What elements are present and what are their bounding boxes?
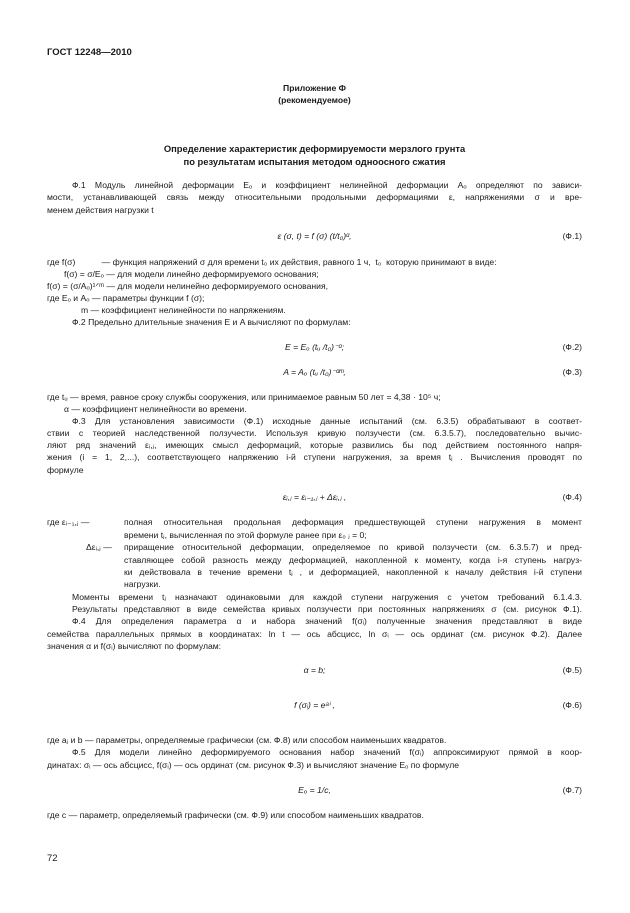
p4-line: семейства параллельных прямых в координатах: ln t — ось абсцисс, ln σᵢ — ось ординат (см. рисунок Ф.2). Далее [47, 629, 582, 639]
formula-expr: ε (σ, t) = f (σ) (t/t₀)ᵅ, [277, 231, 352, 241]
formula-number: (Ф.2) [562, 342, 582, 352]
formula-expr: f (σᵢ) = eᵃⁱ , [294, 700, 335, 710]
p3-line: Ф.3 Для установления зависимости (Ф.1) исходные данные испытаний (см. 6.3.5) обрабатывают в соответ- [72, 416, 582, 426]
section-title-2: по результатам испытания методом одноосного сжатия [183, 156, 446, 167]
formula-expr: E = Eₒ (tᵤ /t₀)⁻ᵅ; [285, 342, 344, 352]
where-line: m — коэффициент нелинейности по напряжениям. [81, 305, 286, 315]
where-line: нагрузки. [124, 579, 161, 589]
page-number: 72 [47, 853, 58, 864]
where-line: α — коэффициент нелинейности во времени. [64, 404, 247, 414]
standard-header: ГОСТ 12248—2010 [47, 47, 132, 58]
where-line: ставляющее собой разность между деформацией, накопленной к моменту, когда i-я ступень нагруз- [124, 555, 582, 565]
where-line: ки действовала в течение времени tⱼ , и деформацией, накопленной к началу действия i-й ступени [124, 567, 582, 577]
p5-line: динатах: σᵢ — ось абсцисс, f(σᵢ) — ось ординат (см. рисунок Ф.3) и вычисляют значение Eₒ по формуле [47, 760, 460, 770]
p5-line: Ф.5 Для модели линейно деформируемого основания набор значений f(σᵢ) аппроксимируют прямой в коор- [72, 747, 582, 757]
where-line: где Eₒ и Aₒ — параметры функции f (σ); [47, 293, 205, 303]
where-line: где f(σ) — функция напряжений σ для времени t₀ их действия, равного 1 ч, t₀ которую принимают в виде: [47, 257, 497, 267]
p1-line: Ф.1 Модуль линейной деформации Eₒ и коэффициент нелинейной деформации Aₒ определяют по зависи- [72, 180, 582, 190]
formula-number: (Ф.7) [562, 785, 582, 795]
formula-expr: εᵢ,ⱼ = εᵢ₋₁,ⱼ + Δεᵢ,ⱼ , [282, 492, 347, 502]
where-lead: Δεᵢ,ⱼ — [86, 542, 112, 552]
where-line: времени tⱼ, вычисленная по этой формуле ранее при ε₀ ⱼ = 0; [124, 530, 367, 540]
p2-line: Ф.2 Предельно длительные значения E и A вычисляют по формулам: [72, 317, 351, 327]
formula-number: (Ф.6) [562, 700, 582, 710]
where-line: приращение относительной деформации, определяемое по кривой ползучести (см. 6.3.5.7) и пред- [124, 542, 582, 552]
section-title-1: Определение характеристик деформируемости мерзлого грунта [163, 143, 466, 154]
where-line: где tᵤ — время, равное сроку службы сооружения, или принимаемое равным 50 лет = 4,38 · 10⁵ ч; [47, 392, 441, 402]
p1-line: менем действия нагрузки t [47, 205, 154, 215]
moments-line: Результаты представляют в виде семейства кривых ползучести при постоянных напряжениях σ (см. рисунок Ф.1). [72, 604, 582, 614]
formula-number: (Ф.1) [562, 231, 582, 241]
p4-line: Ф.4 Для определения параметра α и набора значений f(σᵢ) полученные значения представляют в виде [72, 616, 582, 626]
p1-line: мости, устанавливающей связь между относительными продольными деформациями ε, напряжениями σ и вре- [47, 192, 582, 202]
p3-line: ляют ряд значений εᵢ,ⱼ, имеющих смысл деформаций, которые развились бы под действием постоянного напря- [47, 440, 582, 450]
p3-line: ствии с теорией наследственной ползучести. Используя кривую ползучести (см. 6.3.5.7), последовательно вычис- [47, 428, 582, 438]
where-lead: где εᵢ₋₁,ⱼ — [47, 517, 90, 527]
moments-line: Моменты времени tⱼ назначают одинаковыми для каждой ступени нагружения с учетом требований 6.1.4.3. [72, 592, 582, 602]
p4-line: значения α и f(σᵢ) вычисляют по формулам: [47, 641, 222, 651]
formula-expr: A = Aₒ (tᵤ /t₀)⁻ᵅᵐ, [283, 367, 346, 377]
appendix-title: Приложение Ф [283, 83, 346, 93]
formula-number: (Ф.4) [562, 492, 582, 502]
formula-number: (Ф.5) [562, 665, 582, 675]
where-line: f(σ) = (σ/Aₒ)¹ᐟᵐ — для модели нелинейно деформируемого основания, [47, 281, 328, 291]
formula-number: (Ф.3) [562, 367, 582, 377]
formula-expr: α = b; [303, 665, 326, 675]
where-line: где c — параметр, определяемый графически (см. Ф.9) или способом наименьших квадратов. [47, 810, 424, 820]
formula-expr: Eₒ = 1/c, [298, 785, 331, 795]
where-line: f(σ) = σ/Eₒ — для модели линейно деформируемого основания; [64, 269, 319, 279]
p3-line: жения (i = 1, 2,...), соответствующего напряжению i-й ступени нагружения, за время tⱼ . Вычисления проводят по [47, 452, 582, 462]
where-line: где aⱼ и b — параметры, определяемые графически (см. Ф.8) или способом наименьших квадратов. [47, 735, 447, 745]
p3-line: формуле [47, 465, 84, 475]
where-line: полная относительная продольная деформация предшествующей ступени нагружения в момент [124, 517, 582, 527]
appendix-status: (рекомендуемое) [278, 95, 351, 105]
